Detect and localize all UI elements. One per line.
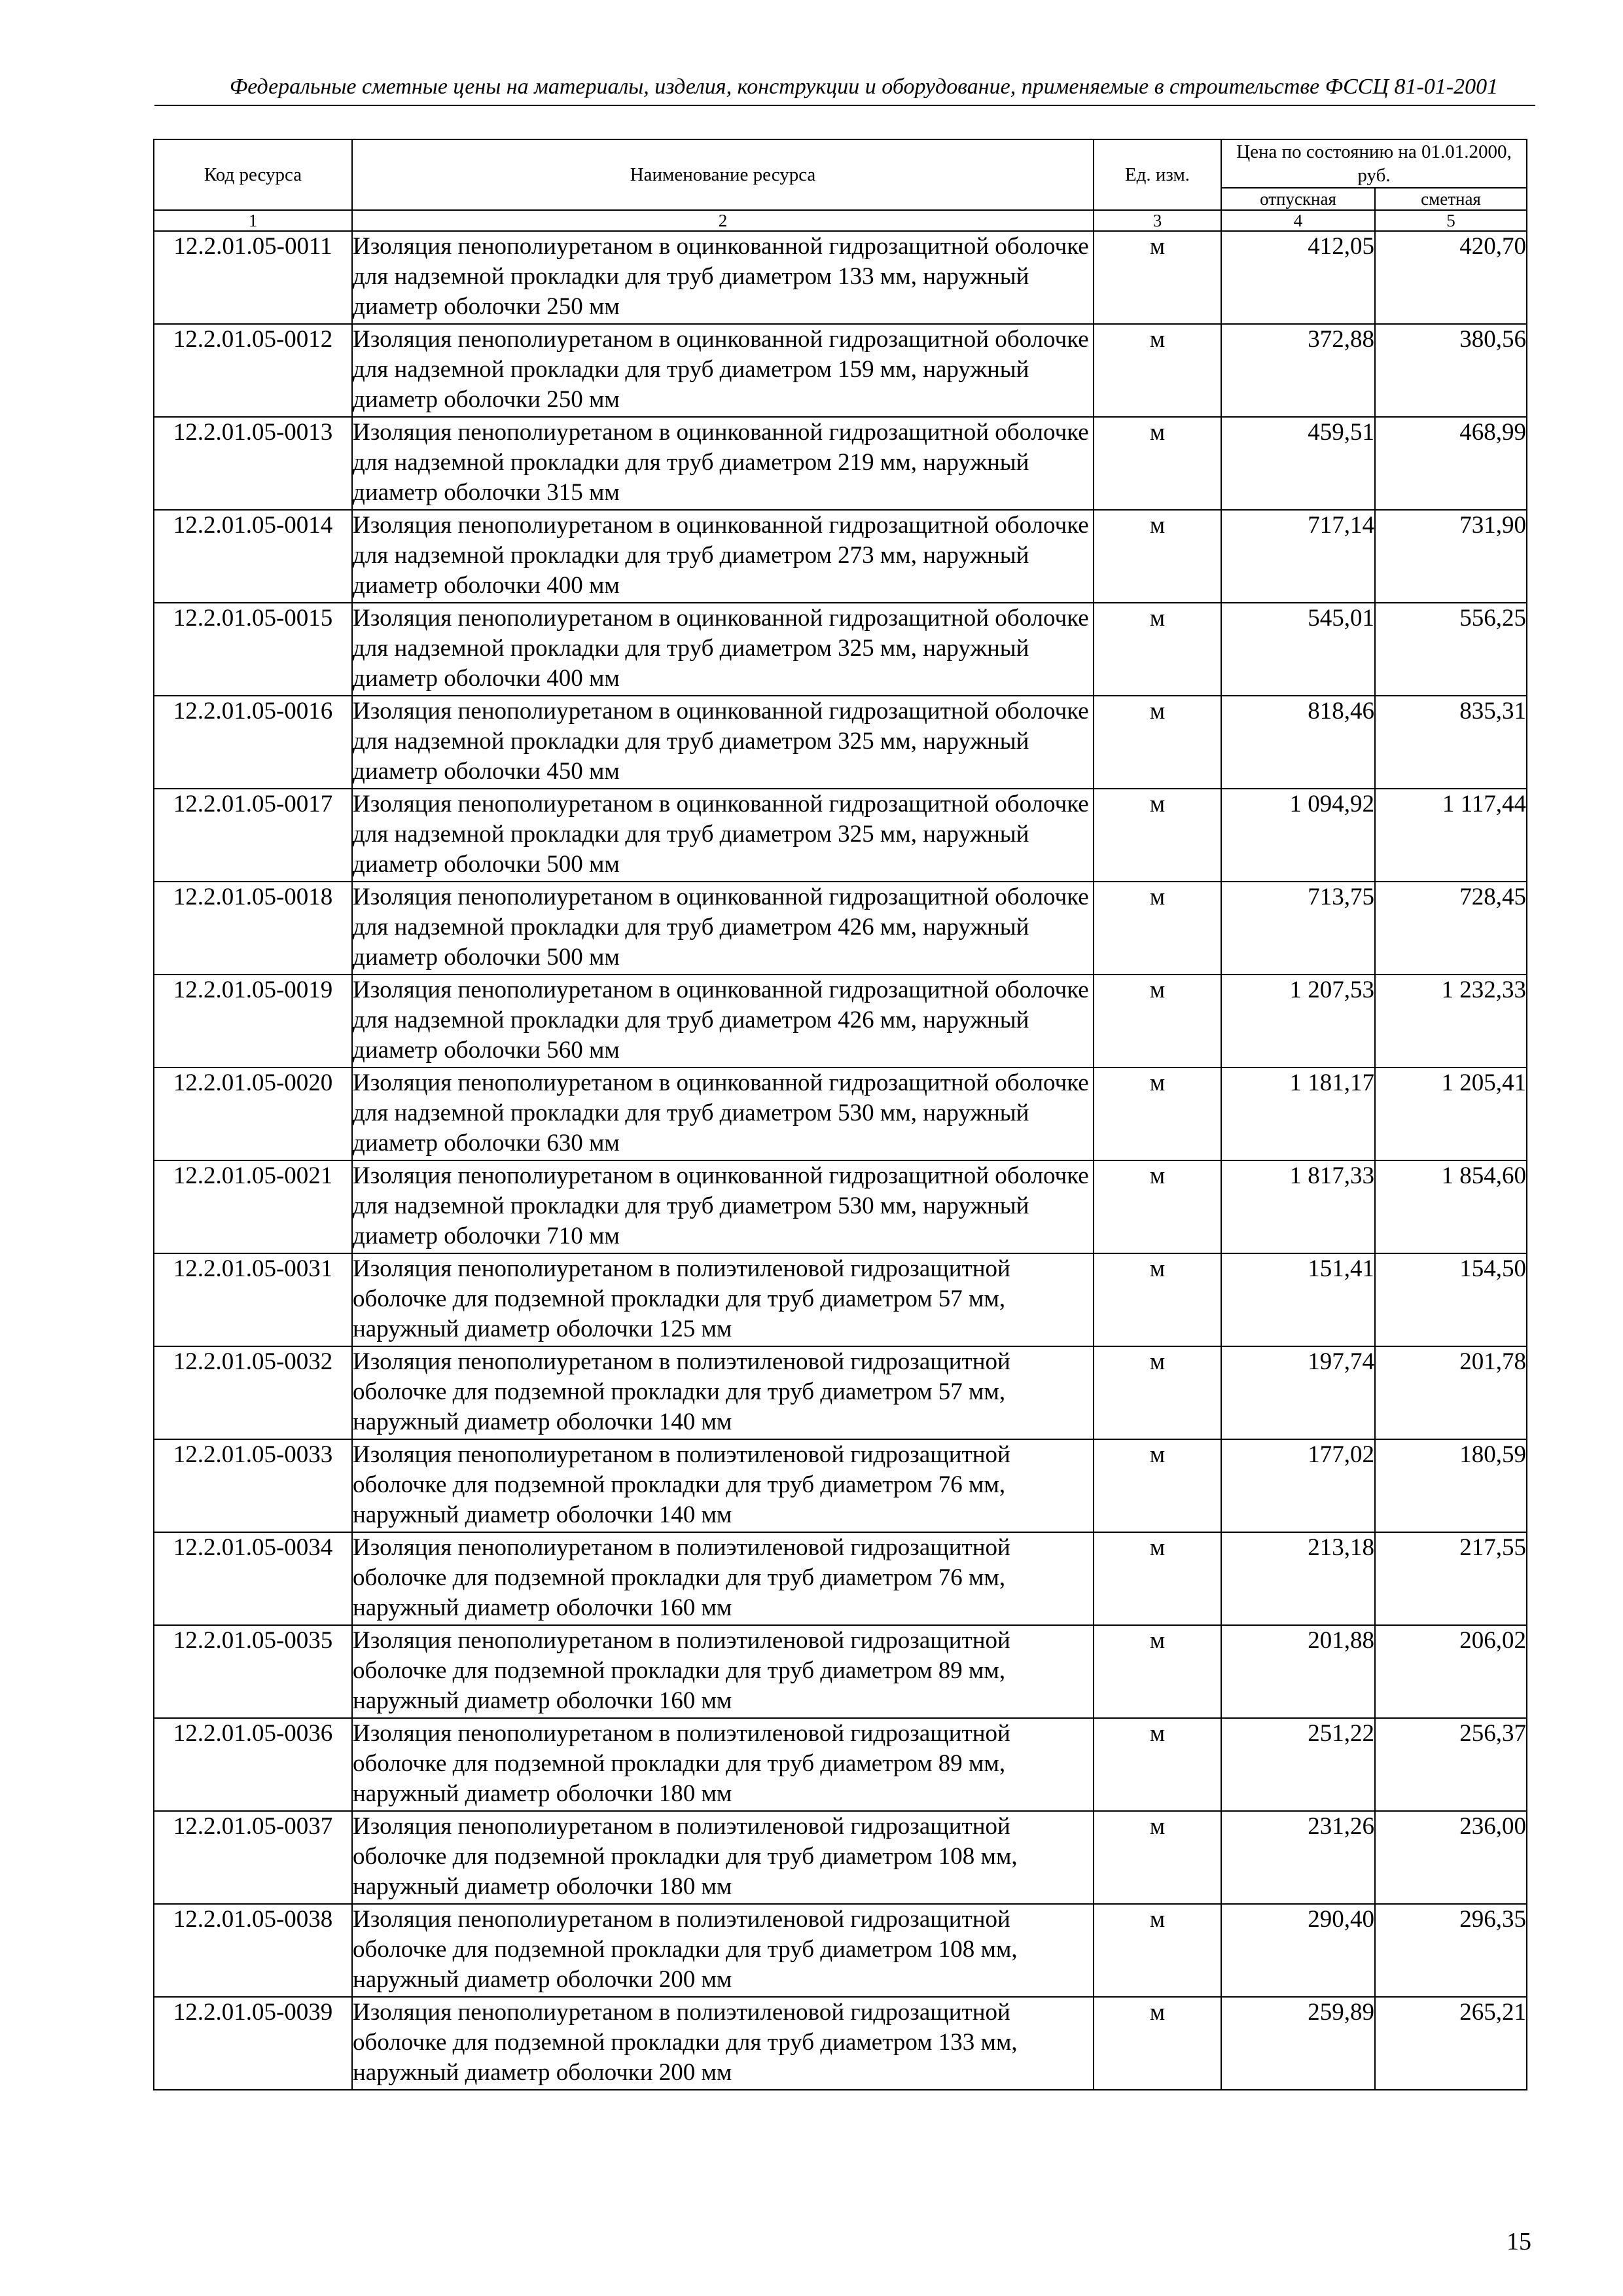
column-number: 1 [154, 210, 352, 231]
resource-code: 12.2.01.05-0019 [154, 975, 352, 1067]
resource-name: Изоляция пенополиуретаном в оцинкованной гидрозащитной оболочке для надземной прокладки для труб диаметром 426 мм, наружный диаметр оболочки 560 мм [352, 975, 1094, 1067]
page-number: 15 [1507, 2228, 1531, 2255]
release-price: 201,88 [1221, 1625, 1375, 1718]
release-price: 197,74 [1221, 1346, 1375, 1439]
table-row [154, 1346, 1527, 1439]
table-row [154, 696, 1527, 789]
resource-code: 12.2.01.05-0036 [154, 1718, 352, 1811]
resource-name: Изоляция пенополиуретаном в полиэтиленовой гидрозащитной оболочке для подземной прокладки для труб диаметром 108 мм, наружный диаметр оболочки 180 мм [352, 1811, 1094, 1904]
resource-code: 12.2.01.05-0038 [154, 1904, 352, 1997]
resource-name: Изоляция пенополиуретаном в полиэтиленовой гидрозащитной оболочке для подземной прокладки для труб диаметром 57 мм, наружный диаметр оболочки 140 мм [352, 1346, 1094, 1439]
resource-name: Изоляция пенополиуретаном в полиэтиленовой гидрозащитной оболочке для подземной прокладки для труб диаметром 76 мм, наружный диаметр оболочки 160 мм [352, 1532, 1094, 1625]
resource-code: 12.2.01.05-0015 [154, 603, 352, 696]
resource-code: 12.2.01.05-0012 [154, 324, 352, 417]
resource-code: 12.2.01.05-0021 [154, 1160, 352, 1253]
release-price: 459,51 [1221, 417, 1375, 510]
resource-unit: м [1094, 1439, 1221, 1532]
release-price: 412,05 [1221, 231, 1375, 324]
header-name: Наименование ресурса [352, 139, 1094, 210]
release-price: 713,75 [1221, 882, 1375, 975]
resource-code: 12.2.01.05-0014 [154, 510, 352, 603]
resource-code: 12.2.01.05-0017 [154, 789, 352, 882]
resource-unit: м [1094, 1811, 1221, 1904]
resource-name: Изоляция пенополиуретаном в полиэтиленовой гидрозащитной оболочке для подземной прокладки для труб диаметром 133 мм, наружный диаметр оболочки 200 мм [352, 1997, 1094, 2090]
table-row [154, 882, 1527, 975]
resource-code: 12.2.01.05-0034 [154, 1532, 352, 1625]
resource-unit: м [1094, 510, 1221, 603]
resource-unit: м [1094, 1997, 1221, 2090]
column-number: 4 [1221, 210, 1375, 231]
release-price: 545,01 [1221, 603, 1375, 696]
resource-code: 12.2.01.05-0020 [154, 1067, 352, 1160]
resource-name: Изоляция пенополиуретаном в оцинкованной гидрозащитной оболочке для надземной прокладки для труб диаметром 325 мм, наружный диаметр оболочки 450 мм [352, 696, 1094, 789]
table-row [154, 1718, 1527, 1811]
release-price: 818,46 [1221, 696, 1375, 789]
resource-code: 12.2.01.05-0016 [154, 696, 352, 789]
estimate-price: 1 205,41 [1375, 1067, 1527, 1160]
release-price: 1 207,53 [1221, 975, 1375, 1067]
resource-name: Изоляция пенополиуретаном в оцинкованной гидрозащитной оболочке для надземной прокладки для труб диаметром 133 мм, наружный диаметр оболочки 250 мм [352, 231, 1094, 324]
resource-unit: м [1094, 696, 1221, 789]
resource-unit: м [1094, 789, 1221, 882]
resource-name: Изоляция пенополиуретаном в оцинкованной гидрозащитной оболочке для надземной прокладки для труб диаметром 219 мм, наружный диаметр оболочки 315 мм [352, 417, 1094, 510]
resource-unit: м [1094, 1160, 1221, 1253]
estimate-price: 1 854,60 [1375, 1160, 1527, 1253]
column-number: 3 [1094, 210, 1221, 231]
table-body [154, 231, 1527, 2090]
release-price: 717,14 [1221, 510, 1375, 603]
header-unit: Ед. изм. [1094, 139, 1221, 210]
resource-unit: м [1094, 417, 1221, 510]
release-price: 177,02 [1221, 1439, 1375, 1532]
table-row [154, 324, 1527, 417]
table-row [154, 1625, 1527, 1718]
estimate-price: 1 232,33 [1375, 975, 1527, 1067]
estimate-price: 835,31 [1375, 696, 1527, 789]
resource-name: Изоляция пенополиуретаном в оцинкованной гидрозащитной оболочке для надземной прокладки для труб диаметром 530 мм, наружный диаметр оболочки 710 мм [352, 1160, 1094, 1253]
resource-unit: м [1094, 1253, 1221, 1346]
resource-unit: м [1094, 324, 1221, 417]
resource-unit: м [1094, 1532, 1221, 1625]
resource-unit: м [1094, 975, 1221, 1067]
release-price: 1 817,33 [1221, 1160, 1375, 1253]
column-number: 5 [1375, 210, 1527, 231]
resource-unit: м [1094, 882, 1221, 975]
estimate-price: 296,35 [1375, 1904, 1527, 1997]
resource-name: Изоляция пенополиуретаном в полиэтиленовой гидрозащитной оболочке для подземной прокладки для труб диаметром 57 мм, наружный диаметр оболочки 125 мм [352, 1253, 1094, 1346]
estimate-price: 420,70 [1375, 231, 1527, 324]
table-row [154, 231, 1527, 324]
release-price: 1 094,92 [1221, 789, 1375, 882]
header-code: Код ресурса [154, 139, 352, 210]
resource-unit: м [1094, 603, 1221, 696]
resource-code: 12.2.01.05-0032 [154, 1346, 352, 1439]
table-row [154, 417, 1527, 510]
resource-name: Изоляция пенополиуретаном в полиэтиленовой гидрозащитной оболочке для подземной прокладки для труб диаметром 76 мм, наружный диаметр оболочки 140 мм [352, 1439, 1094, 1532]
resource-code: 12.2.01.05-0018 [154, 882, 352, 975]
resource-name: Изоляция пенополиуретаном в полиэтиленовой гидрозащитной оболочке для подземной прокладки для труб диаметром 108 мм, наружный диаметр оболочки 200 мм [352, 1904, 1094, 1997]
header-estimate-price: сметная [1375, 188, 1527, 210]
release-price: 372,88 [1221, 324, 1375, 417]
resource-unit: м [1094, 1625, 1221, 1718]
resource-code: 12.2.01.05-0037 [154, 1811, 352, 1904]
table-row [154, 789, 1527, 882]
resource-code: 12.2.01.05-0035 [154, 1625, 352, 1718]
resource-unit: м [1094, 1346, 1221, 1439]
release-price: 151,41 [1221, 1253, 1375, 1346]
resource-name: Изоляция пенополиуретаном в оцинкованной гидрозащитной оболочке для надземной прокладки для труб диаметром 273 мм, наружный диаметр оболочки 400 мм [352, 510, 1094, 603]
estimate-price: 380,56 [1375, 324, 1527, 417]
resource-name: Изоляция пенополиуретаном в полиэтиленовой гидрозащитной оболочке для подземной прокладки для труб диаметром 89 мм, наружный диаметр оболочки 180 мм [352, 1718, 1094, 1811]
resource-name: Изоляция пенополиуретаном в оцинкованной гидрозащитной оболочке для надземной прокладки для труб диаметром 159 мм, наружный диаметр оболочки 250 мм [352, 324, 1094, 417]
release-price: 259,89 [1221, 1997, 1375, 2090]
release-price: 1 181,17 [1221, 1067, 1375, 1160]
header-price-group: Цена по состоянию на 01.01.2000, руб. [1221, 139, 1527, 188]
resource-code: 12.2.01.05-0011 [154, 231, 352, 324]
estimate-price: 217,55 [1375, 1532, 1527, 1625]
estimate-price: 206,02 [1375, 1625, 1527, 1718]
table-row [154, 1160, 1527, 1253]
estimate-price: 731,90 [1375, 510, 1527, 603]
release-price: 251,22 [1221, 1718, 1375, 1811]
resource-code: 12.2.01.05-0039 [154, 1997, 352, 2090]
resource-name: Изоляция пенополиуретаном в оцинкованной гидрозащитной оболочке для надземной прокладки для труб диаметром 530 мм, наружный диаметр оболочки 630 мм [352, 1067, 1094, 1160]
table-row [154, 1439, 1527, 1532]
table-row [154, 1997, 1527, 2090]
running-header: Федеральные сметные цены на материалы, изделия, конструкции и оборудование, применяемые в строительстве ФССЦ 81-01-2001 [229, 75, 1499, 99]
resource-name: Изоляция пенополиуретаном в оцинкованной гидрозащитной оболочке для надземной прокладки для труб диаметром 426 мм, наружный диаметр оболочки 500 мм [352, 882, 1094, 975]
estimate-price: 1 117,44 [1375, 789, 1527, 882]
table-row [154, 1532, 1527, 1625]
table-row [154, 975, 1527, 1067]
table-row [154, 1904, 1527, 1997]
table-header [154, 139, 1527, 231]
resource-unit: м [1094, 231, 1221, 324]
table-row [154, 603, 1527, 696]
estimate-price: 556,25 [1375, 603, 1527, 696]
estimate-price: 265,21 [1375, 1997, 1527, 2090]
price-table [153, 139, 1527, 2090]
resource-unit: м [1094, 1718, 1221, 1811]
resource-unit: м [1094, 1904, 1221, 1997]
estimate-price: 154,50 [1375, 1253, 1527, 1346]
estimate-price: 180,59 [1375, 1439, 1527, 1532]
resource-code: 12.2.01.05-0013 [154, 417, 352, 510]
table-row [154, 510, 1527, 603]
table-row [154, 1253, 1527, 1346]
header-rule [154, 105, 1535, 106]
header-release-price: отпускная [1221, 188, 1375, 210]
estimate-price: 728,45 [1375, 882, 1527, 975]
release-price: 231,26 [1221, 1811, 1375, 1904]
column-number: 2 [352, 210, 1094, 231]
estimate-price: 201,78 [1375, 1346, 1527, 1439]
release-price: 213,18 [1221, 1532, 1375, 1625]
resource-name: Изоляция пенополиуретаном в полиэтиленовой гидрозащитной оболочке для подземной прокладки для труб диаметром 89 мм, наружный диаметр оболочки 160 мм [352, 1625, 1094, 1718]
resource-name: Изоляция пенополиуретаном в оцинкованной гидрозащитной оболочке для надземной прокладки для труб диаметром 325 мм, наружный диаметр оболочки 500 мм [352, 789, 1094, 882]
estimate-price: 256,37 [1375, 1718, 1527, 1811]
release-price: 290,40 [1221, 1904, 1375, 1997]
estimate-price: 468,99 [1375, 417, 1527, 510]
table-row [154, 1811, 1527, 1904]
table-row [154, 1067, 1527, 1160]
resource-name: Изоляция пенополиуретаном в оцинкованной гидрозащитной оболочке для надземной прокладки для труб диаметром 325 мм, наружный диаметр оболочки 400 мм [352, 603, 1094, 696]
resource-unit: м [1094, 1067, 1221, 1160]
resource-code: 12.2.01.05-0031 [154, 1253, 352, 1346]
resource-code: 12.2.01.05-0033 [154, 1439, 352, 1532]
estimate-price: 236,00 [1375, 1811, 1527, 1904]
